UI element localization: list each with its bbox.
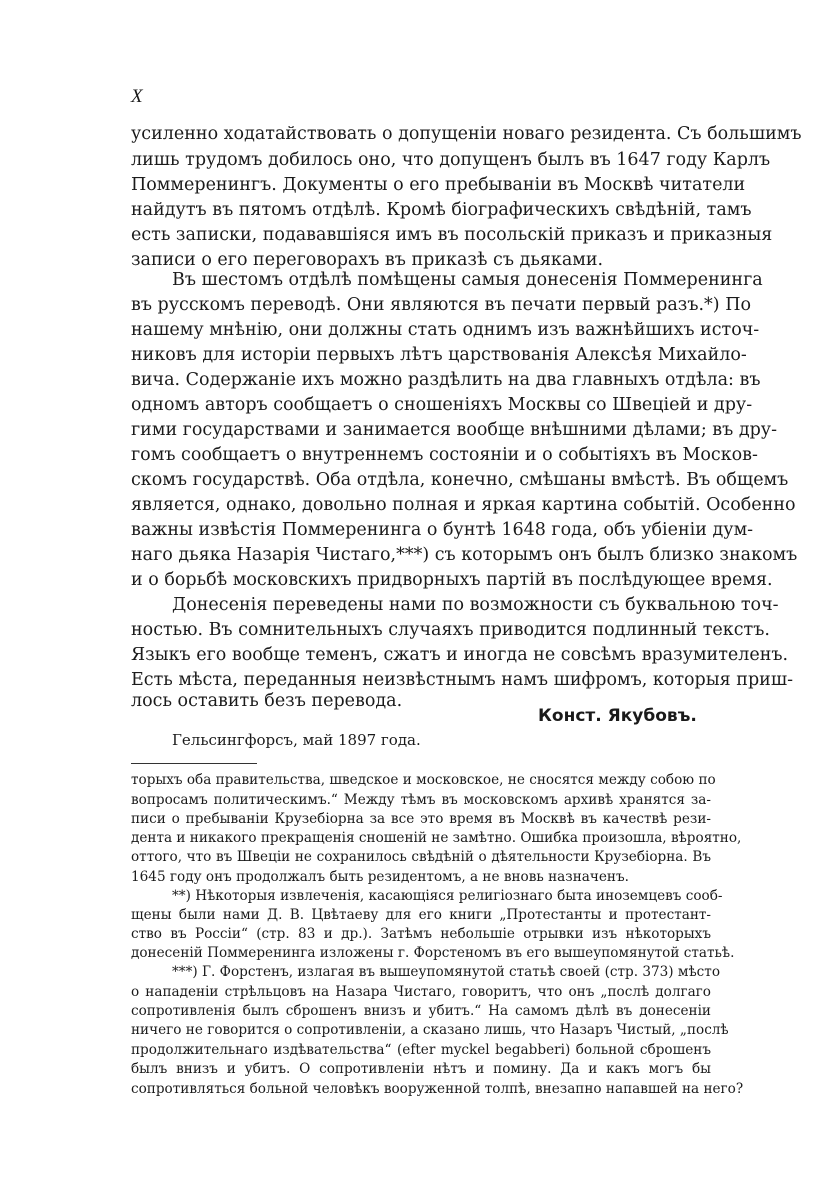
footnote-line: дента и никакого прекращенiя сношенiй не замѣтно. Ошибка произошла, вѣроятно, <box>131 830 742 846</box>
footnote-line: 1645 году онъ продолжалъ быть резидентомъ, а не вновь назначенъ. <box>131 869 629 885</box>
footnote-line: ство въ Россiи“ (стр. 83 и др.). Затѣмъ небольшiе отрывки изъ нѣкоторыхъ <box>131 926 711 942</box>
main-line: ностью. Въ сомнительныхъ случаяхъ приводится подлинный текстъ. <box>131 620 770 640</box>
main-line: найдутъ въ пятомъ отдѣлѣ. Кромѣ бiографическихъ свѣдѣнiй, тамъ <box>131 200 752 220</box>
footnote-line: о нападенiи стрѣльцовъ на Назара Чистаго, говоритъ, что онъ „послѣ долгаго <box>131 984 711 1000</box>
footnote-divider <box>131 763 257 764</box>
main-line: наго дьяка Назарiя Чистаго,***) съ которымъ онъ былъ близко знакомъ <box>131 545 798 565</box>
footnote-line: писи о пребыванiи Крузебiорна за все это время въ Москвѣ въ качествѣ рези- <box>131 811 711 827</box>
main-line: и о борьбѣ московскихъ придворныхъ партiй въ послѣдующее время. <box>131 570 773 590</box>
main-line: лось оставить безъ перевода. <box>131 691 403 711</box>
footnote-line: оттого, что въ Швецiи не сохранилось свѣдѣнiй о дѣятельности Крузебiорна. Въ <box>131 849 711 865</box>
footnote-line: **) Нѣкоторыя извлеченiя, касающiяся религiознаго быта иноземцевъ сооб- <box>172 888 723 904</box>
main-line: одномъ авторъ сообщаетъ о сношенiяхъ Москвы со Швецiей и дру- <box>131 395 753 415</box>
footnote-line: торыхъ оба правительства, шведское и московское, не сносятся между собою по <box>131 772 716 788</box>
footnote-line: донесенiй Поммеренинга изложены г. Форстеномъ въ его вышеупомянутой статьѣ. <box>131 945 735 961</box>
main-line: скомъ государствѣ. Оба отдѣла, конечно, смѣшаны вмѣстѣ. Въ общемъ <box>131 470 789 490</box>
main-line: записи о его переговорахъ въ приказѣ съ дьяками. <box>131 250 604 270</box>
main-line: нашему мнѣнiю, они должны стать однимъ изъ важнѣйшихъ источ- <box>131 320 760 340</box>
main-line: Языкъ его вообще теменъ, сжатъ и иногда не совсѣмъ вразумителенъ. <box>131 645 789 665</box>
footnote-line: продолжительнаго издѣвательства“ (efter myckel begabberi) больной сброшенъ <box>131 1042 711 1058</box>
footnote-line: сопротивляться больной человѣкъ вооруженной толпѣ, внезапно напавшей на него? <box>131 1081 744 1097</box>
footnote-line: ***) Г. Форстенъ, излагая въ вышеупомянутой статьѣ своей (стр. 373) мѣсто <box>172 964 721 980</box>
footnote-line: ничего не говорится о сопротивленiи, а сказано лишь, что Назаръ Чистый, „послѣ <box>131 1022 729 1038</box>
main-line: является, однако, довольно полная и яркая картина событiй. Особенно <box>131 495 796 515</box>
main-line: лишь трудомъ добилось оно, что допущенъ былъ въ 1647 году Карлъ <box>131 150 771 170</box>
author-signature: Конст. Якубовъ. <box>538 706 697 726</box>
main-line: гими государствами и занимается вообще внѣшними дѣлами; въ дру- <box>131 420 778 440</box>
main-line: въ русскомъ переводѣ. Они являются въ печати первый разъ.*) По <box>131 295 751 315</box>
footnote-line: вопросамъ политическимъ.“ Между тѣмъ въ московскомъ архивѣ хранятся за- <box>131 792 711 808</box>
footnote-line: щены были нами Д. В. Цвѣтаеву для его книги „Протестанты и протестант- <box>131 907 711 923</box>
main-line: гомъ сообщаетъ о внутреннемъ состоянiи и о событiяхъ въ Москов- <box>131 445 758 465</box>
main-line: есть записки, подававшiяся имъ въ посольскiй приказъ и приказныя <box>131 225 773 245</box>
main-line: важны извѣстiя Поммеренинга о бунтѣ 1648 года, объ убiенiи дум- <box>131 520 754 540</box>
main-line: Есть мѣста, переданныя неизвѣстнымъ намъ шифромъ, которыя приш- <box>131 670 794 690</box>
page-number: X <box>131 86 143 107</box>
main-line: Поммеренингъ. Документы о его пребыванiи въ Москвѣ читатели <box>131 175 746 195</box>
main-line: никовъ для исторiи первыхъ лѣтъ царствованiя Алексѣя Михайло- <box>131 345 747 365</box>
main-line: усиленно ходатайствовать о допущенiи новаго резидента. Съ большимъ <box>131 124 802 144</box>
footnote-line: былъ внизъ и убитъ. О сопротивленiи нѣтъ и помину. Да и какъ могъ бы <box>131 1061 711 1077</box>
place-date: Гельсингфорсъ, май 1897 года. <box>172 731 421 749</box>
main-line: Въ шестомъ отдѣлѣ помѣщены самыя донесенiя Поммеренинга <box>172 270 763 290</box>
main-line: Донесенiя переведены нами по возможности съ буквальною точ- <box>172 595 779 615</box>
footnote-line: сопротивленiя былъ сброшенъ внизъ и убитъ.“ На самомъ дѣлѣ въ донесенiи <box>131 1003 711 1019</box>
main-line: вича. Содержанiе ихъ можно раздѣлить на два главныхъ отдѣла: въ <box>131 370 761 390</box>
